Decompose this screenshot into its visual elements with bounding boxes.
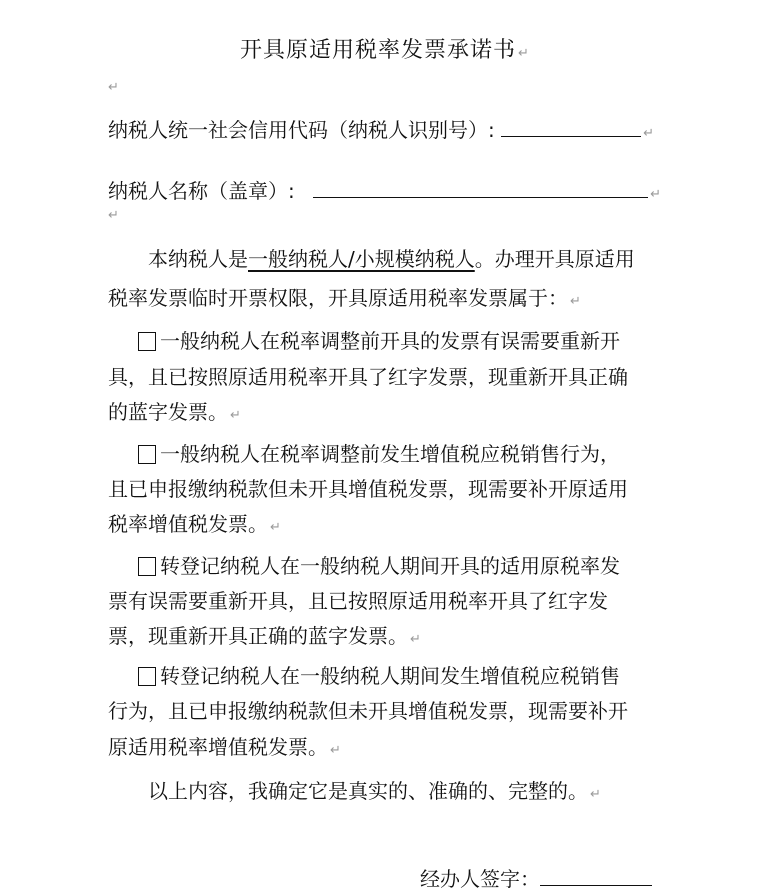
paragraph-mark: ↵ bbox=[650, 187, 662, 202]
signature-field[interactable] bbox=[540, 867, 652, 886]
signature-label: 经办人签字： bbox=[420, 867, 540, 891]
option-4-checkbox[interactable] bbox=[138, 667, 156, 686]
signature-row bbox=[420, 866, 652, 892]
confirmation-statement: 以上内容，我确定它是真实的、准确的、完整的。 ↵ bbox=[148, 779, 601, 803]
page-title: 开具原适用税率发票承诺书 ↵ bbox=[240, 38, 530, 63]
option-4-line-2: 行为，且已申报缴纳税款但未开具增值税发票，现需要补开 bbox=[108, 699, 628, 723]
option-2-line-3: 税率增值税发票。 ↵ bbox=[108, 512, 281, 536]
option-1-line-1: 一般纳税人在税率调整前开具的发票有误需要重新开 bbox=[138, 328, 620, 354]
paragraph-mark: ↵ bbox=[230, 408, 241, 423]
paragraph-mark: ↵ bbox=[108, 208, 119, 223]
option-3-line-2: 票有误需要重新开具，且已按照原适用税率开具了红字发 bbox=[108, 589, 608, 613]
option-3-line-3: 票，现重新开具正确的蓝字发票。 ↵ bbox=[108, 624, 421, 648]
option-1-line-2: 具，且已按照原适用税率开具了红字发票，现重新开具正确 bbox=[108, 365, 628, 389]
paragraph-mark: ↵ bbox=[108, 80, 119, 95]
option-1-line-3: 的蓝字发票。 ↵ bbox=[108, 400, 241, 424]
option-3-checkbox[interactable] bbox=[138, 557, 156, 576]
paragraph-mark: ↵ bbox=[570, 294, 581, 309]
paragraph-mark: ↵ bbox=[590, 787, 601, 802]
intro-line-1: 本纳税人是一般纳税人/小规模纳税人。办理开具原适用 bbox=[148, 247, 635, 271]
intro-line-2: 税率发票临时开票权限，开具原适用税率发票属于： ↵ bbox=[108, 286, 581, 310]
paragraph-mark: ↵ bbox=[643, 126, 655, 141]
option-3-line-1: 转登记纳税人在一般纳税人期间开具的适用原税率发 bbox=[138, 553, 620, 579]
taxpayer-code-field[interactable] bbox=[501, 118, 641, 137]
option-4-line-1: 转登记纳税人在一般纳税人期间发生增值税应税销售 bbox=[138, 663, 620, 689]
option-2-line-1: 一般纳税人在税率调整前发生增值税应税销售行为， bbox=[138, 441, 620, 467]
paragraph-mark: ↵ bbox=[518, 46, 530, 61]
option-2-line-2: 且已申报缴纳税款但未开具增值税发票，现需要补开原适用 bbox=[108, 477, 628, 501]
taxpayer-type-choice: 一般纳税人/小规模纳税人 bbox=[248, 247, 475, 271]
paragraph-mark: ↵ bbox=[330, 743, 341, 758]
option-4-line-3: 原适用税率增值税发票。 ↵ bbox=[108, 735, 341, 759]
taxpayer-name-row bbox=[108, 178, 661, 208]
taxpayer-code-row bbox=[108, 117, 654, 147]
option-2-checkbox[interactable] bbox=[138, 445, 156, 464]
paragraph-mark: ↵ bbox=[270, 520, 281, 535]
taxpayer-name-label: 纳税人名称（盖章）: bbox=[108, 179, 295, 203]
taxpayer-name-field[interactable] bbox=[313, 179, 648, 198]
option-1-checkbox[interactable] bbox=[138, 332, 156, 351]
taxpayer-code-label: 纳税人统一社会信用代码（纳税人识别号）: bbox=[108, 118, 495, 142]
paragraph-mark: ↵ bbox=[410, 632, 421, 647]
